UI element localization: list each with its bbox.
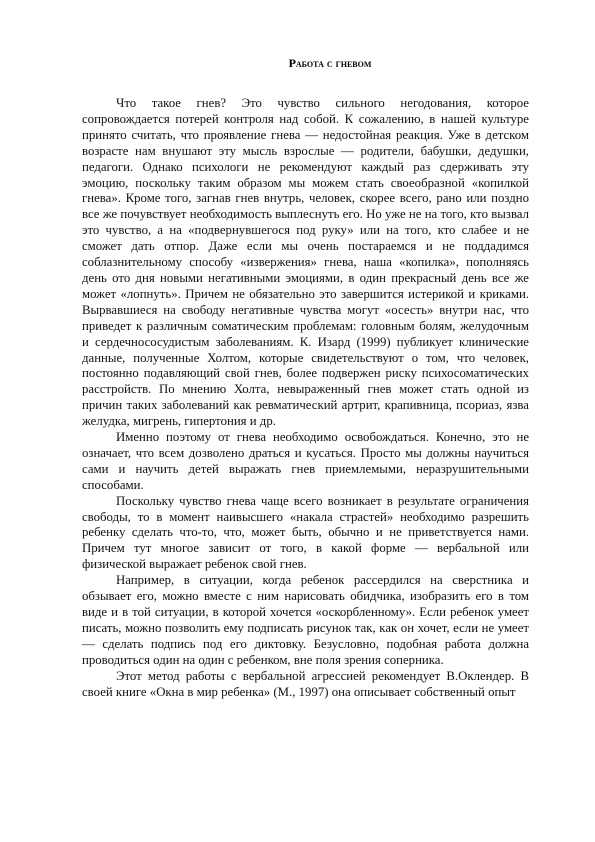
document-title: Работа с гневом [288, 56, 372, 70]
paragraph: Именно поэтому от гнева необходимо освобождаться. Конечно, это не означает, что всем дозволено драться и кусаться. Просто мы должны научиться сами и научить детей выражать гнев приемлемыми, неразрушительными способами. [82, 430, 529, 492]
document-body [82, 96, 529, 700]
paragraph: Что такое гнев? Это чувство сильного негодования, которое сопровождается потерей контроля над собой. К сожалению, в нашей культуре принято считать, что проявление гнева — недостойная реакция. Уже в детском возрасте нам внушают эту мысль взрослые — родители, бабушки, дедушки, педагоги. Однако психологи не рекомендуют каждый раз сдерживать эту эмоцию, поскольку таким образом мы можем стать своеобразной «копилкой гнева». Кроме того, загнав гнев внутрь, человек, скорее всего, рано или поздно все же почувствует необходимость выплеснуть его. Но уже не на того, кто вызвал это чувство, а на «подвернувшегося под руку» или на того, кто слабее и не сможет дать отпор. Даже если мы очень постараемся и не поддадимся соблазнительному способу «извержения» гнева, наша «копилка», пополняясь день ото дня новыми негативными эмоциями, в один прекрасный день все же может «лопнуть». Причем не обязательно это завершится истерикой и криками. Вырвавшиеся на свободу негативные чувства могут «осесть» внутри нас, что приведет к различным соматическим проблемам: головным болям, желудочным и сердечнососудистым заболеваниям. К. Изард (1999) публикует клинические данные, полученные Холтом, которые свидетельствуют о том, что человек, постоянно подавляющий свой гнев, более подвержен риску психосоматических расстройств. По мнению Холта, невыраженный гнев может стать одной из причин таких заболеваний как ревматический артрит, крапивница, псориаз, язва желудка, мигрень, гипертония и др. [82, 96, 529, 429]
paragraph: Этот метод работы с вербальной агрессией рекомендует В.Оклендер. В своей книге «Окна в мир ребенка» (М., 1997) она описывает собственный опыт [82, 668, 529, 699]
paragraph: Например, в ситуации, когда ребенок рассердился на сверстника и обзывает его, можно вместе с ним нарисовать обидчика, изобразить его в том виде и в той ситуации, в которой хочется «оскорбленному». Если ребенок умеет писать, можно позволить ему подписать рисунок так, как он хочет, если не умеет — сделать подпись под его диктовку. Безусловно, подобная работа должна проводиться один на один с ребенком, вне поля зрения соперника. [82, 573, 529, 667]
paragraph: Поскольку чувство гнева чаще всего возникает в результате ограничения свободы, то в момент наивысшего «накала страстей» необходимо разрешить ребенку сделать что-то, что, может быть, обычно и не приветствуется нами. Причем тут многое зависит от того, в какой форме — вербальной или физической выражает ребенок свой гнев. [82, 493, 529, 572]
